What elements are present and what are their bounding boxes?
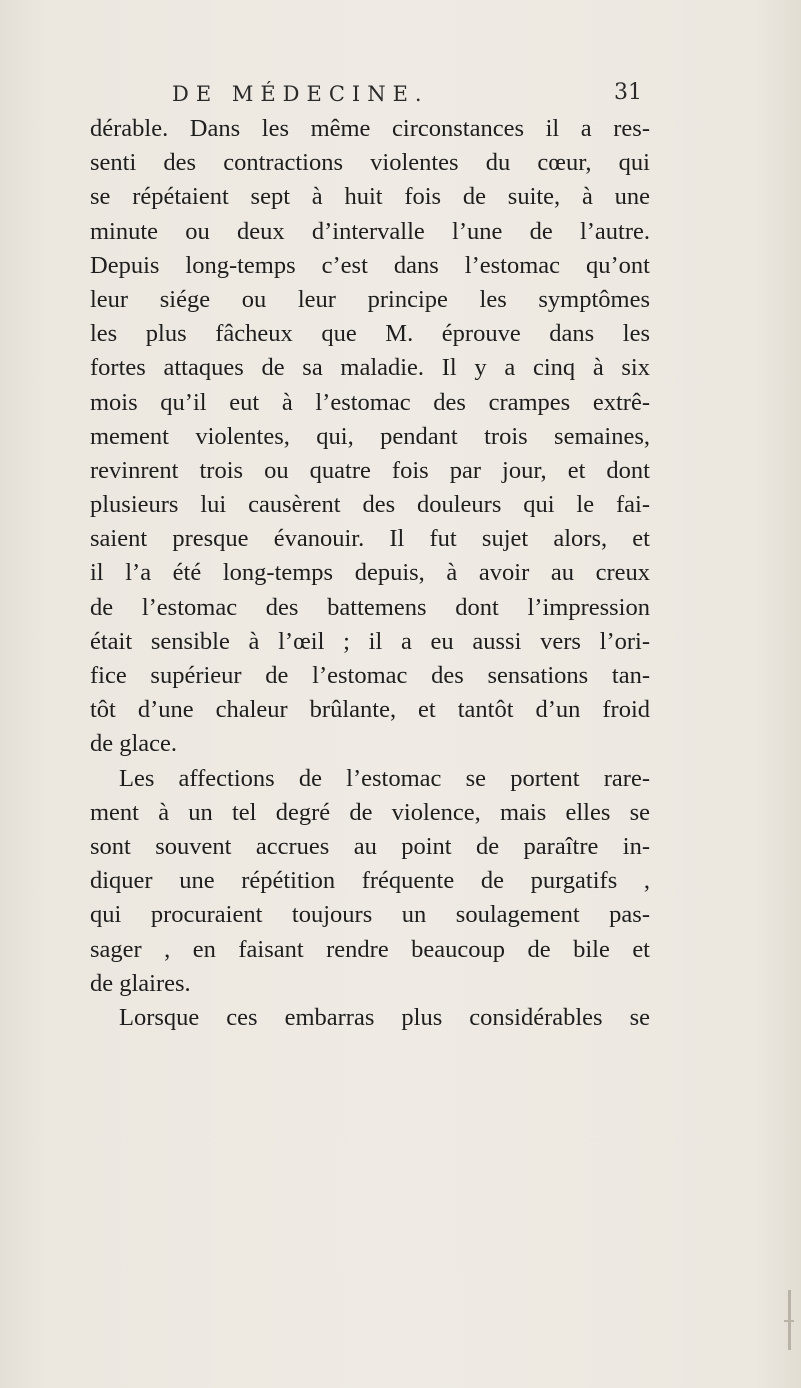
text-line: était sensible à l’œil ; il a eu aussi vers l’ori-: [90, 627, 650, 655]
text-line: de l’estomac des battemens dont l’impression: [90, 593, 650, 621]
text-line: revinrent trois ou quatre fois par jour, et dont: [90, 456, 650, 484]
text-line: les plus fâcheux que M. éprouve dans les: [90, 320, 650, 348]
text-line: qui procuraient toujours un soulagement pas-: [90, 901, 650, 929]
text-line: Lorsque ces embarras plus considérables se: [119, 1003, 650, 1031]
text-line: mement violentes, qui, pendant trois semaines,: [90, 422, 650, 450]
text-line: plusieurs lui causèrent des douleurs qui le fai-: [90, 491, 650, 519]
text-line: se répétaient sept à huit fois de suite, à une: [90, 183, 650, 211]
text-line: senti des contractions violentes du cœur, qui: [90, 149, 650, 177]
text-line: leur siége ou leur principe les symptômes: [90, 285, 650, 313]
text-line: Depuis long-temps c’est dans l’estomac qu’ont: [90, 251, 650, 279]
text-line: fice supérieur de l’estomac des sensations tan-: [90, 662, 650, 689]
text-line: sager , en faisant rendre beaucoup de bile et: [90, 935, 650, 963]
text-line: de glace.: [90, 730, 178, 758]
body-text: [90, 112, 650, 1035]
page-edge-mark: [784, 1320, 794, 1322]
text-line: Les affections de l’estomac se portent rare-: [119, 764, 650, 792]
text-line: diquer une répétition fréquente de purgatifs ,: [90, 867, 650, 895]
text-line: dérable. Dans les même circonstances il a res-: [90, 115, 650, 142]
text-line: de glaires.: [90, 969, 191, 997]
text-line: minute ou deux d’intervalle l’une de l’autre.: [90, 217, 650, 245]
text-line: mois qu’il eut à l’estomac des crampes extrê-: [90, 388, 650, 416]
text-line: il l’a été long-temps depuis, à avoir au creux: [90, 559, 650, 587]
text-line: sont souvent accrues au point de paraître in-: [90, 832, 650, 860]
text-line: saient presque évanouir. Il fut sujet alors, et: [90, 525, 650, 553]
page-number: 31: [614, 80, 642, 105]
text-line: tôt d’une chaleur brûlante, et tantôt d’un froid: [90, 696, 650, 724]
text-line: fortes attaques de sa maladie. Il y a cinq à six: [90, 354, 650, 382]
text-line: ment à un tel degré de violence, mais elles se: [90, 798, 650, 826]
running-title: DE MÉDECINE.: [172, 82, 429, 106]
